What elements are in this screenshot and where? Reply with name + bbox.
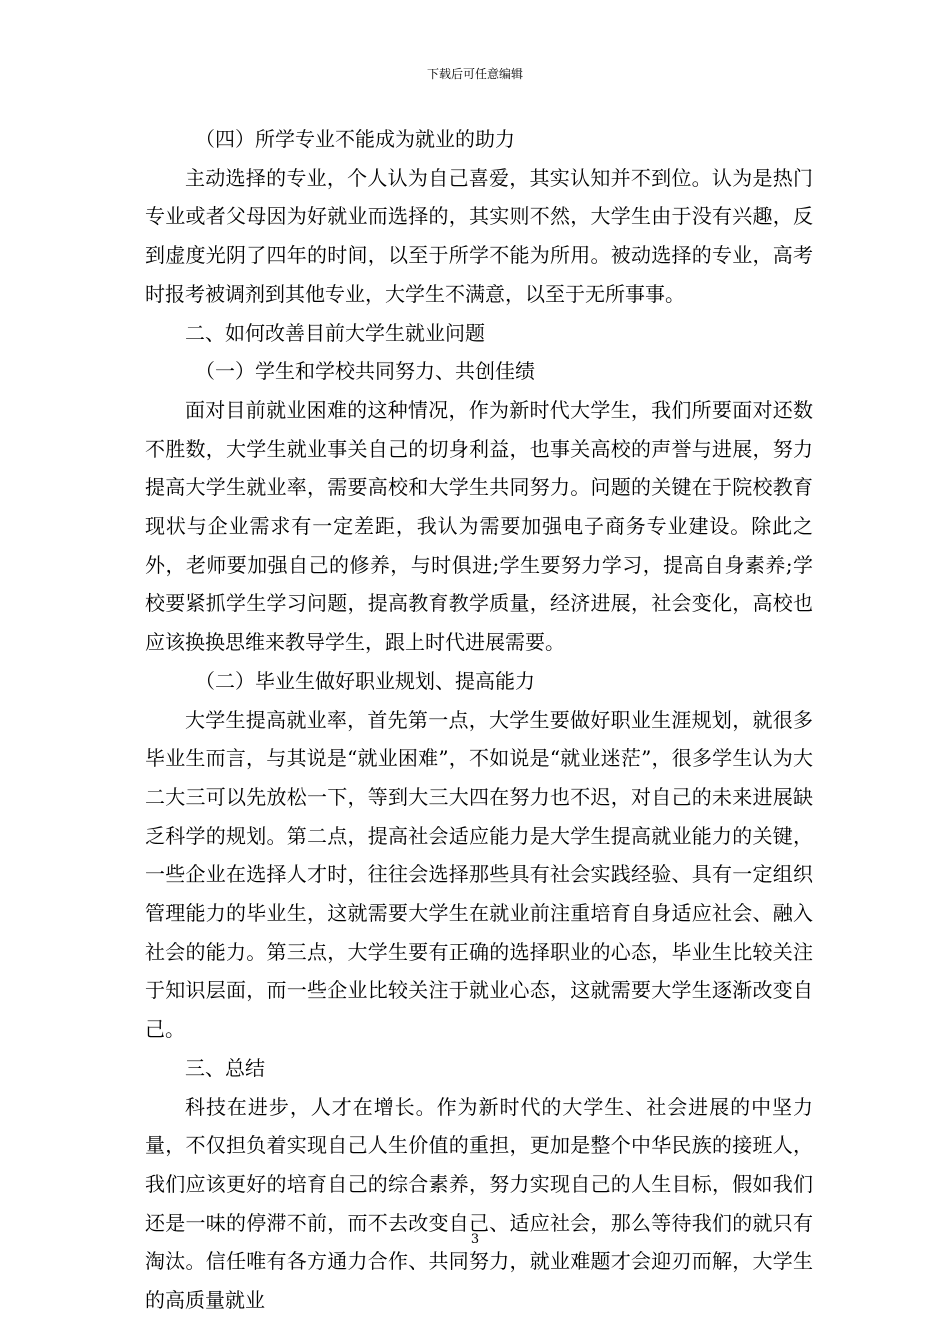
page-number: 3 [470, 1232, 480, 1247]
body-paragraph: 大学生提高就业率，首先第一点，大学生要做好职业生涯规划，就很多毕业生而言，与其说是“就业困难”，不如说是“就业迷茫”，很多学生认为大二大三可以先放松一下，等到大三大四在努力也不迟，对自己的未来进展缺乏科学的规划。第二点，提高社会适应能力是大学生提高就业能力的关键，一些企业在选择人才时，往往会选择那些具有社会实践经验、具有一定组织管理能力的毕业生，这就需要大学生在就业前注重培育自身适应社会、融入社会的能力。第三点，大学生要有正确的选择职业的心态，毕业生比较关注于知识层面，而一些企业比较关注于就业心态，这就需要大学生逐渐改变自己。 [145, 707, 813, 1042]
page-header: 下载后可任意编辑 [426, 67, 523, 81]
body-paragraph: 主动选择的专业，个人认为自己喜爱，其实认知并不到位。认为是热门专业或者父母因为好就业而选择的，其实则不然，大学生由于没有兴趣，反到虚度光阴了四年的时间，以至于所学不能为所用。被动选择的专业，高考时报考被调剂到其他专业，大学生不满意，以至于无所事事。 [145, 165, 813, 306]
body-paragraph: 面对目前就业困难的这种情况，作为新时代大学生，我们所要面对还数不胜数，大学生就业事关自己的切身利益，也事关高校的声誉与进展，努力提高大学生就业率，需要高校和大学生共同努力。问题的关键在于院校教育现状与企业需求有一定差距，我认为需要加强电子商务专业建设。除此之外，老师要加强自己的修养，与时俱进;学生要努力学习，提高自身素养;学校要紧抓学生学习问题，提高教育教学质量，经济进展，社会变化，高校也应该换换思维来教导学生，跟上时代进展需要。 [145, 397, 813, 655]
body-paragraph: 科技在进步，人才在增长。作为新时代的大学生、社会进展的中坚力量，不仅担负着实现自己人生价值的重担，更加是整个中华民族的接班人，我们应该更好的培育自己的综合素养，努力实现自己的人生目标，假如我们还是一味的停滞不前，而不去改变自己、适应社会，那么等待我们的就只有淘汰。信任唯有各方通力合作、共同努力，就业难题才会迎刃而解，大学生的高质量就业 [145, 1094, 813, 1313]
section-heading-2: 二、如何改善目前大学生就业问题 [185, 320, 485, 345]
section-heading-4: （四）所学专业不能成为就业的助力 [195, 127, 515, 151]
section-heading-3: 三、总结 [185, 1055, 265, 1080]
document-body [145, 120, 813, 1320]
subsection-heading-1: （一）学生和学校共同努力、共创佳绩 [195, 359, 535, 384]
subsection-heading-2: （二）毕业生做好职业规划、提高能力 [195, 668, 535, 693]
